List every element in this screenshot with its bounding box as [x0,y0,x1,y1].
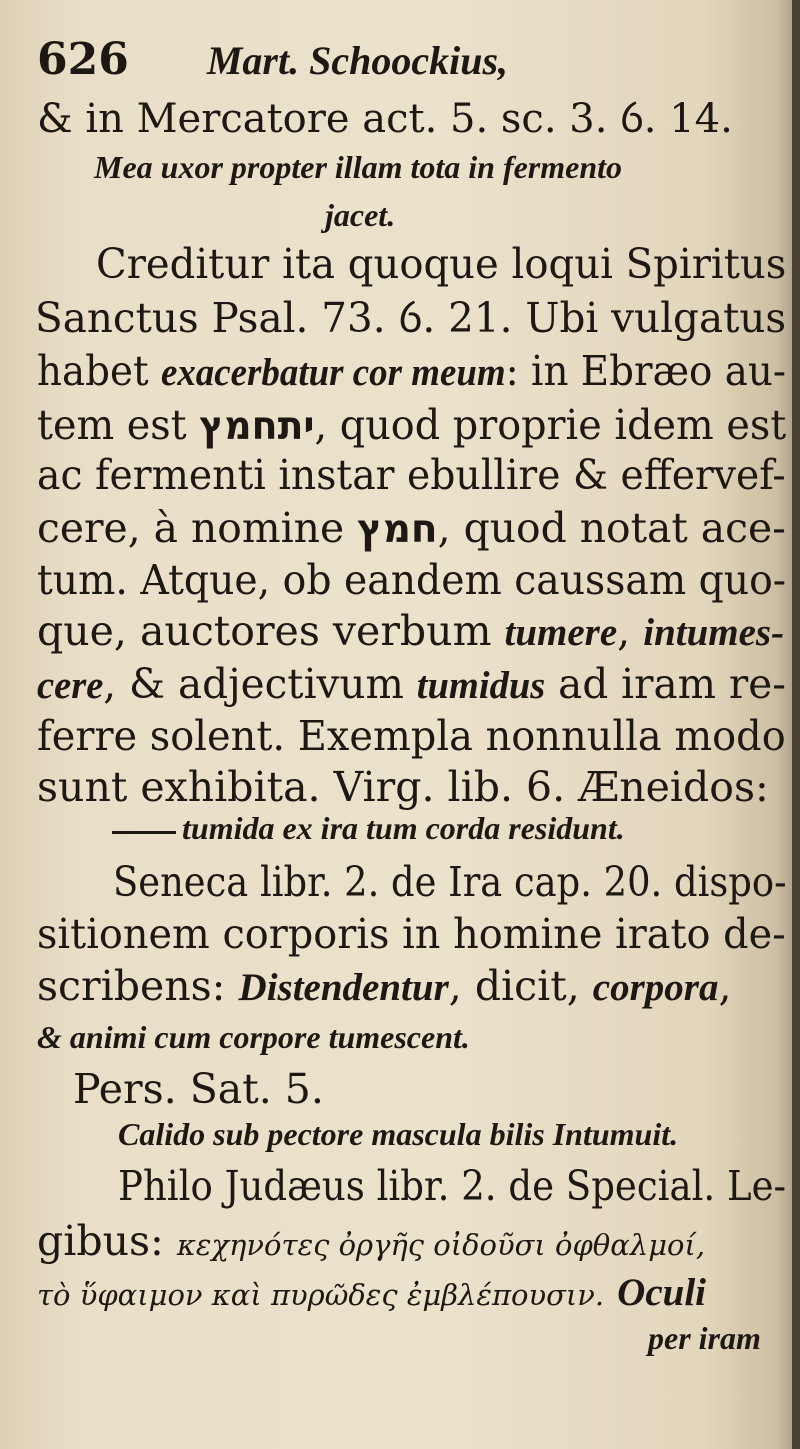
roman-text: que, auctores verbum [37,607,505,655]
roman-text: : in Ebræo au- [505,347,787,395]
italic-text: Calido sub pectore mascula bilis Intumuit. [118,1116,679,1152]
text-line [37,910,786,958]
italic-text: tumere [504,611,618,654]
roman-text: cere, à nomine [37,504,358,552]
roman-text: ad iram re- [545,660,786,708]
italic-text: tumida ex ira tum corda residunt. [182,810,625,846]
italic-text: Mea uxor propter illam tota in fermento [94,149,623,185]
text-line [113,858,787,906]
text-line [37,607,785,655]
roman-text: ac fermenti instar ebullire & effervef- [37,451,786,499]
italic-text: Distendentur [238,966,449,1009]
hebrew-word: יתחמץ [199,404,315,449]
text-line [37,451,786,499]
text-line [37,347,787,395]
text-line [37,712,786,760]
roman-text: Sanctus Psal. 73. ỽ. 21. Ubi vulgatus [35,294,787,342]
italic-text: jacet. [325,197,396,233]
text-line [118,1162,787,1210]
book-gutter-edge [792,0,800,1449]
text-line [73,1065,324,1113]
roman-text: , [718,962,732,1010]
roman-text: Philo Judæus libr. 2. de Special. Le- [118,1162,787,1210]
roman-text: , & adjectivum [103,660,417,708]
running-header [37,34,509,85]
greek-text: κεχηνότες ὀργῆς οἰδοῦσι ὀφθαλμοί, [176,1228,706,1262]
greek-text: τὸ ὕφαιμον καὶ πυρῶδες ἐμβλέπουσιν. [37,1278,605,1312]
roman-text: ferre solent. Exempla nonnulla modo [37,712,786,760]
italic-text: exacerbatur cor meum [160,351,506,394]
text-line [648,1322,761,1354]
roman-text: Creditur ita quoque loqui Spiritus [96,240,787,288]
text-line [37,1021,470,1053]
text-line [37,763,769,811]
text-line [94,151,622,183]
hebrew-word: חמץ [357,507,438,552]
roman-text: Seneca libr. 2. de Ira cap. 20. dispo- [113,858,787,906]
text-line [118,1118,678,1150]
text-line [35,294,787,342]
roman-text [604,1267,617,1315]
roman-text: , quod notat ace- [437,504,786,552]
roman-text: & in Mercatore act. 5. sc. 3. ỽ. 14. [37,96,733,142]
quotation-rule [112,831,176,834]
italic-text: intumes- [643,611,785,654]
italic-text: & animi cum corpore tumescent. [37,1019,470,1055]
italic-text: per iram [648,1320,761,1356]
roman-text: tem est [37,401,200,449]
italic-text: Oculi [617,1271,706,1314]
text-line [325,199,395,231]
roman-text: scribens: [37,962,239,1010]
text-line [112,812,625,844]
italic-text: corpora [592,966,719,1009]
italic-text: tumidus [416,664,546,707]
text-line [37,96,733,142]
text-line [37,556,787,604]
text-line [37,1217,706,1265]
roman-text: sunt exhibita. Virg. lib. 6. Æneidos: [37,763,769,811]
text-line [37,1271,706,1312]
text-line [96,240,787,288]
text-line [37,962,732,1010]
roman-text: Pers. Sat. 5. [73,1065,324,1113]
italic-text: cere [37,664,104,707]
roman-text: habet [37,347,161,395]
running-title: Mart. Schoockius, [206,38,509,83]
roman-text: , dicit, [448,962,593,1010]
text-line [37,504,786,552]
text-line [37,660,786,708]
roman-text: , [617,607,644,655]
roman-text: gibus: [37,1217,177,1265]
page-number: 626 [37,34,129,85]
roman-text: , quod proprie idem est [314,401,787,449]
roman-text: tum. Atque, ob eandem caussam quo- [37,556,787,604]
roman-text: sitionem corporis in homine irato de- [37,910,786,958]
text-line [37,401,787,449]
